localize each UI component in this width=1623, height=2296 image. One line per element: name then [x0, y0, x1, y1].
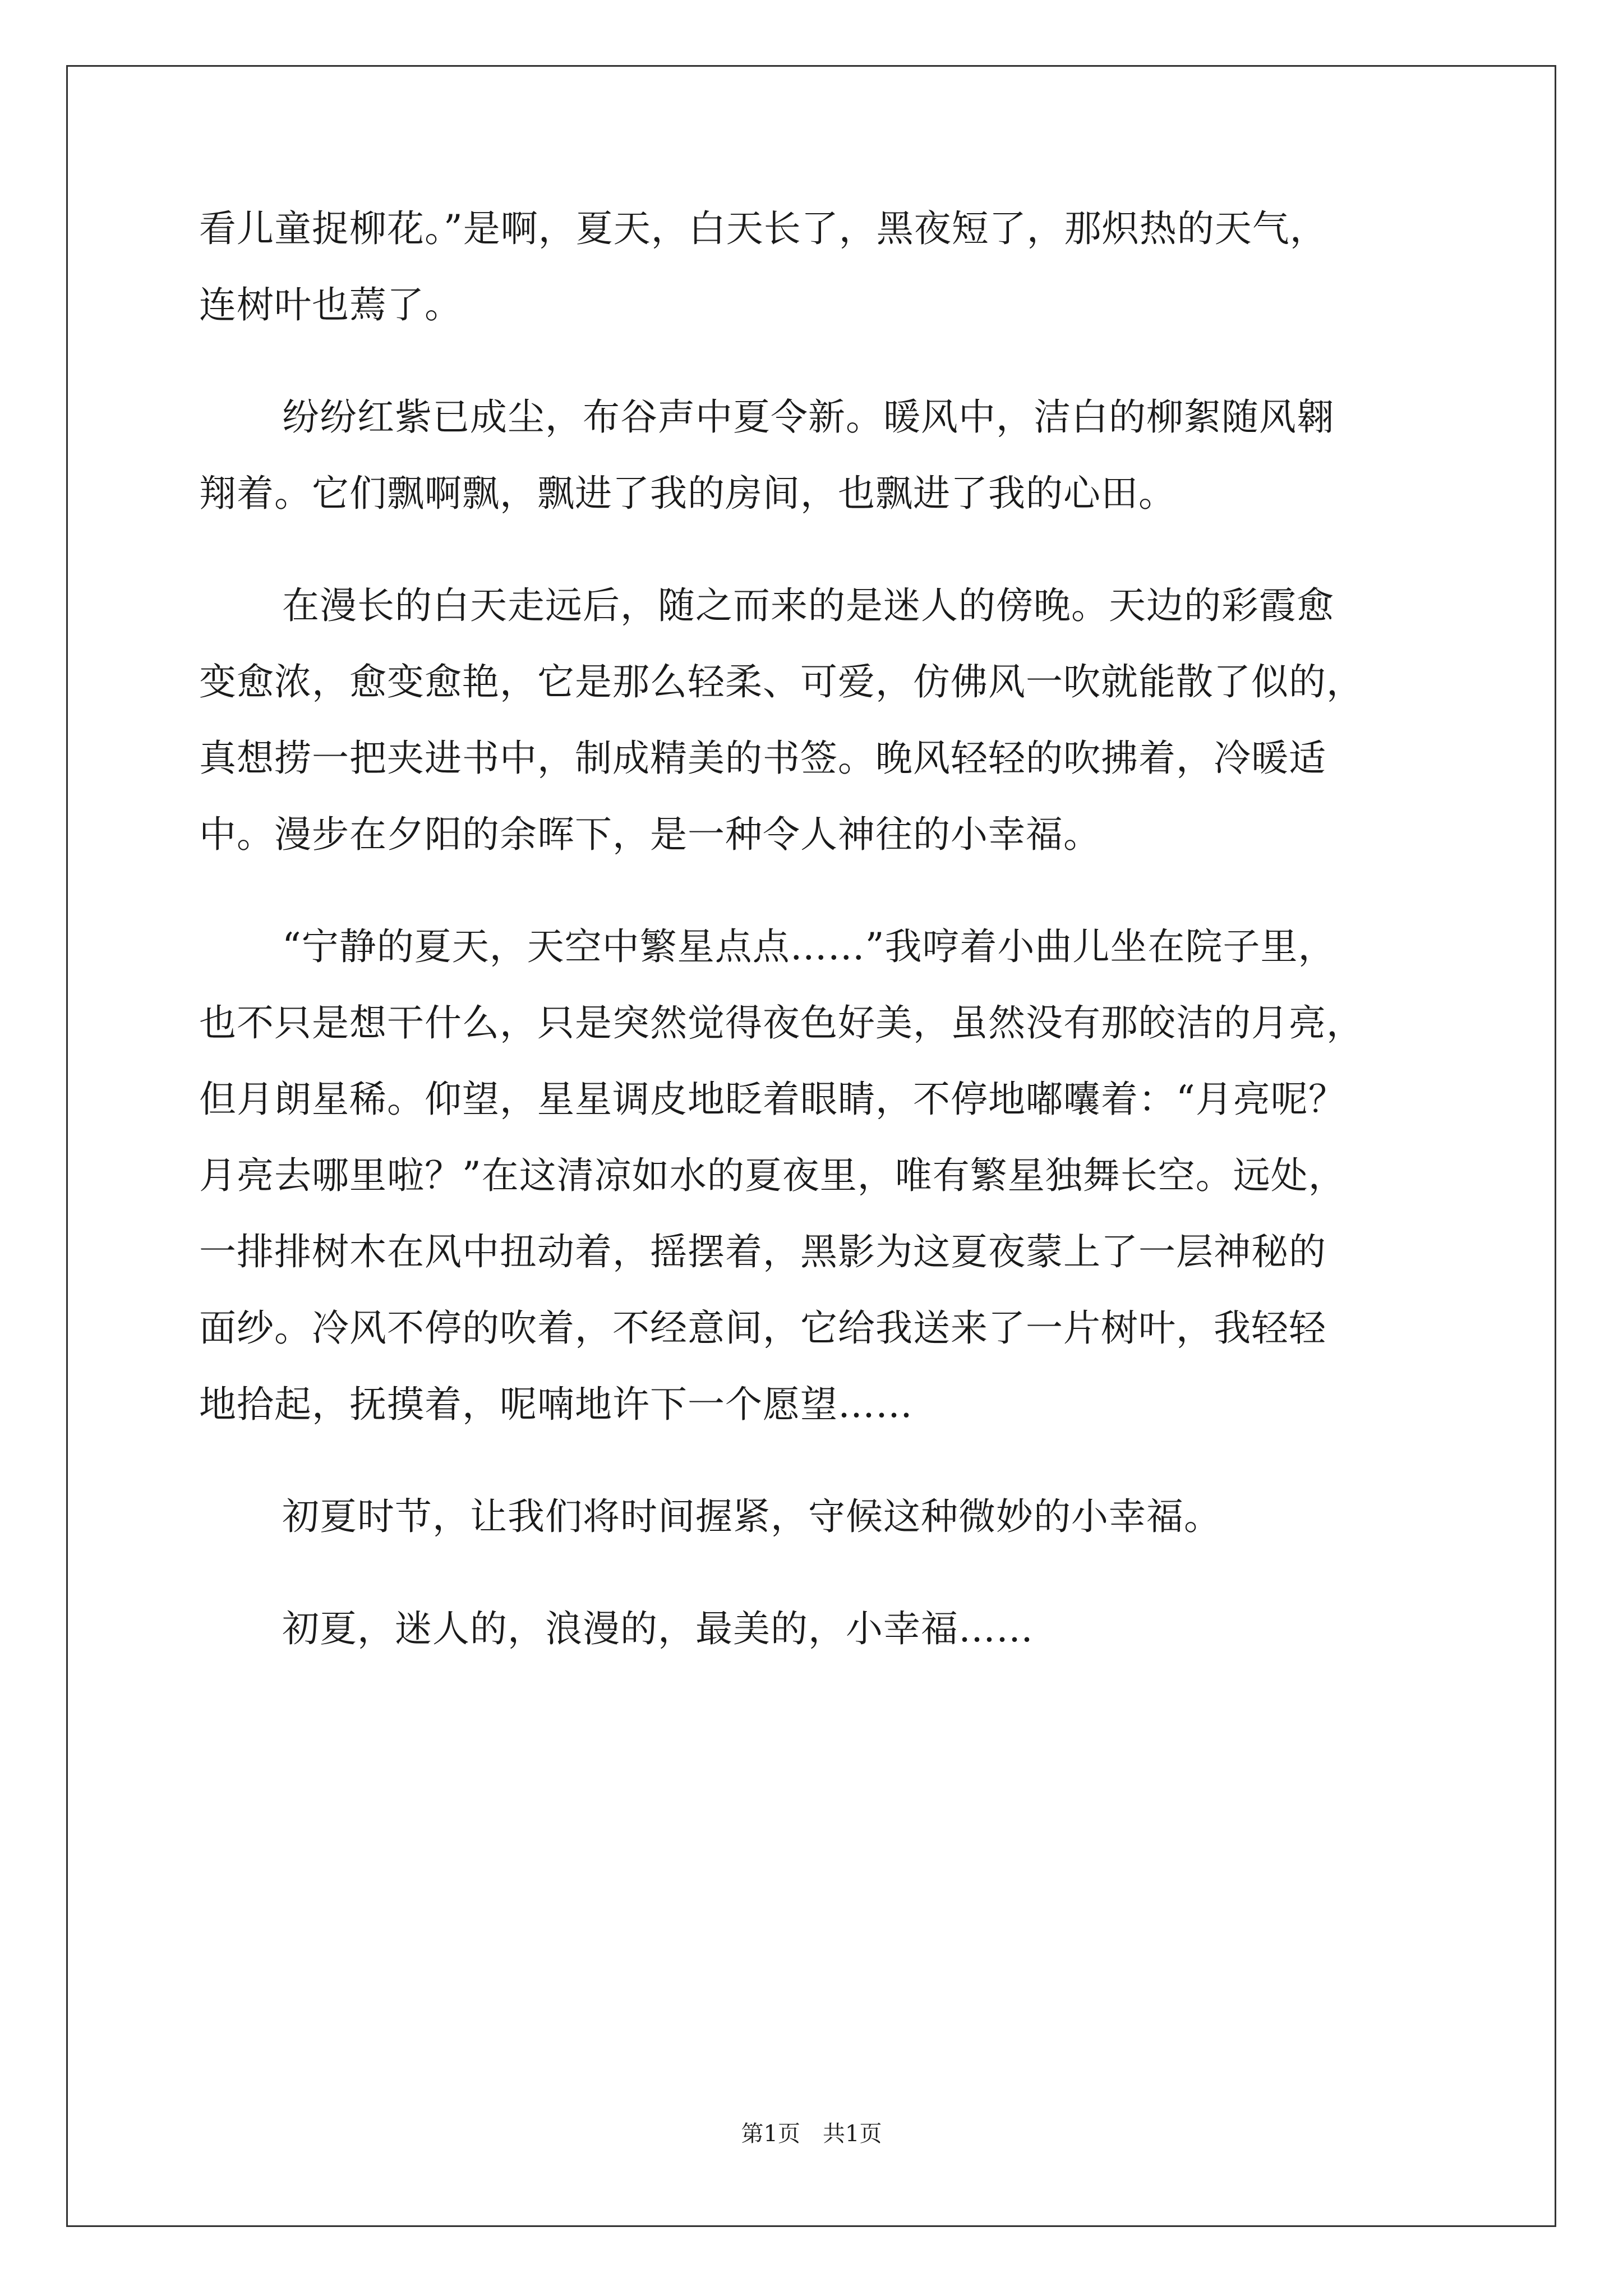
- text-line: 连树叶也蔫了。: [199, 283, 462, 326]
- text-line: 翔着。它们飘啊飘，飘进了我的房间，也飘进了我的心田。: [199, 472, 1176, 515]
- text-line: 一排排树木在风中扭动着，摇摆着，黑影为这夏夜蒙上了一层神秘的: [199, 1230, 1326, 1273]
- paragraph: [199, 1479, 1489, 1555]
- text-line: 看儿童捉柳花。”是啊，夏天，白天长了，黑夜短了，那炽热的天气，: [199, 207, 1327, 250]
- paragraph: [199, 909, 1489, 1443]
- text-line: 真想捞一把夹进书中，制成精美的书签。晚风轻轻的吹拂着，冷暖适: [199, 737, 1326, 780]
- text-line: 地拾起，抚摸着，呢喃地许下一个愿望……: [199, 1383, 913, 1426]
- text-line: 月亮去哪里啦？”在这清凉如水的夏夜里，唯有繁星独舞长空。远处，: [199, 1154, 1346, 1197]
- text-line: 在漫长的白天走远后，随之而来的是迷人的傍晚。天边的彩霞愈: [282, 584, 1334, 627]
- text-line: 纷纷红紫已成尘，布谷声中夏令新。暖风中，洁白的柳絮随风翱: [282, 395, 1334, 439]
- text-line: 但月朗星稀。仰望，星星调皮地眨着眼睛，不停地嘟囔着：“月亮呢？: [199, 1078, 1346, 1121]
- text-line: 中。漫步在夕阳的余晖下，是一种令人神往的小幸福。: [199, 813, 1101, 856]
- text-line: 也不只是想干什么，只是突然觉得夜色好美，虽然没有那皎洁的月亮，: [199, 1001, 1364, 1045]
- paragraph: [199, 191, 1489, 343]
- page-number-footer: 第1页 共1页: [741, 2121, 882, 2147]
- text-line: “宁静的夏天，天空中繁星点点……”我哼着小曲儿坐在院子里，: [282, 925, 1336, 968]
- paragraph: [199, 568, 1489, 873]
- text-line: 面纱。冷风不停的吹着，不经意间，它给我送来了一片树叶，我轻轻: [199, 1306, 1326, 1350]
- paragraph: [199, 379, 1489, 532]
- paragraph: [199, 1591, 1489, 1667]
- document-body: [199, 191, 1489, 1667]
- text-line: 初夏时节，让我们将时间握紧，守候这种微妙的小幸福。: [282, 1495, 1221, 1538]
- text-line: 初夏，迷人的，浪漫的，最美的，小幸福……: [282, 1607, 1034, 1650]
- text-line: 变愈浓，愈变愈艳，它是那么轻柔、可爱，仿佛风一吹就能散了似的，: [199, 660, 1364, 703]
